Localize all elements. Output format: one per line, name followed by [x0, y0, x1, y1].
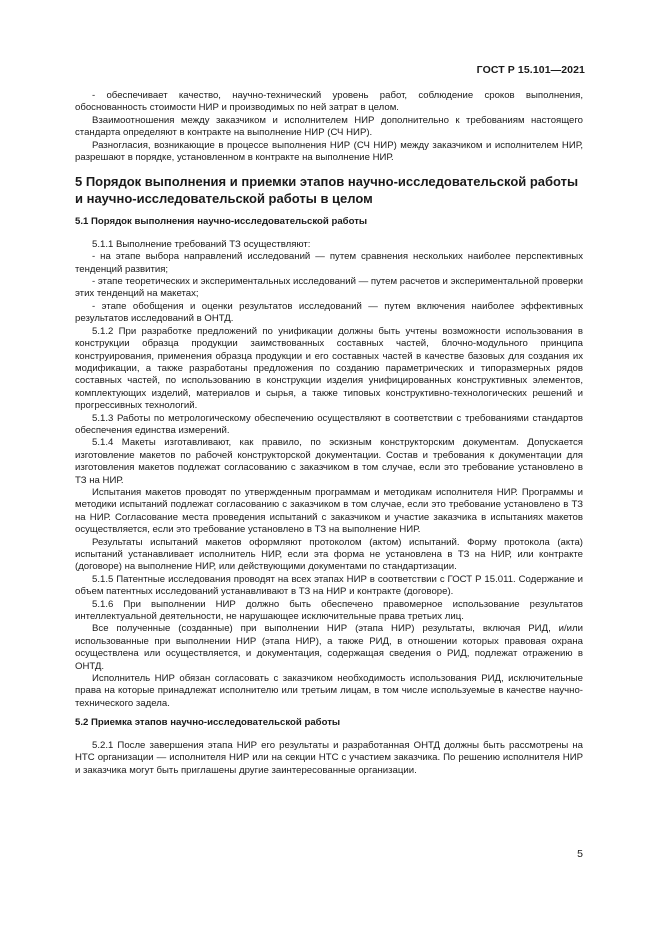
paragraph: 5.1.4 Макеты изготавливают, как правило, по эскизным конструкторским документам. Допускается изготовление макетов по рабочей конструкторской документации. Состав и требования к документации для изготовления макетов подлежат согласованию с заказчиком в том случае, если это требование установлено в ТЗ на НИР.: [75, 437, 583, 486]
paragraph: Исполнитель НИР обязан согласовать с заказчиком необходимость использования РИД, исключительные права на которые принадлежат исполнителю или третьим лицам, в том числе используемые в качестве научно-технического задела.: [75, 673, 583, 709]
list-item: - на этапе выбора направлений исследований — путем сравнения нескольких наиболее перспективных тенденций развития;: [75, 251, 583, 275]
paragraph: - обеспечивает качество, научно-технический уровень работ, соблюдение сроков выполнения, обоснованность стоимости НИР и производимых по ней затрат в целом.: [75, 90, 583, 114]
paragraph: 5.1.5 Патентные исследования проводят на всех этапах НИР в соответствии с ГОСТ Р 15.011. Содержание и объем патентных исследований устанавливают в ТЗ на НИР и контракте (договоре).: [75, 573, 583, 598]
document-header: ГОСТ Р 15.101—2021: [476, 64, 585, 76]
paragraph: 5.2.1 После завершения этапа НИР его результаты и разработанная ОНТД должны быть рассмотрены на НТС организации — исполнителя НИР или на секции НТС с участием заказчика. По решению исполнителя НИР и заказчика могут быть приглашены другие заинтересованные организации.: [75, 739, 583, 776]
paragraph: Испытания макетов проводят по утвержденным программам и методикам исполнителя НИР. Программы и методики испытаний подлежат согласованию с заказчиком в том случае, если это требование установлено в ТЗ на НИР. Согласование места проведения испытаний с заказчиком и участие заказчика в испытаниях макетов осуществляется, если это требование установлено в ТЗ на выполнение НИР.: [75, 486, 583, 536]
paragraph: Все полученные (созданные) при выполнении НИР (этапа НИР) результаты, включая РИД, и/или использованные при выполнении НИР (этапа НИР), а также РИД, в отношении которых правовая охрана осуществлена или осуществляется, и документация, содержащая сведения о РИД, подлежат отражению в ОНТД.: [75, 623, 583, 672]
paragraph: 5.1.2 При разработке предложений по унификации должны быть учтены возможности использования в конструкции образца продукции заимствованных составных частей, блочно-модульного принципа конструирования, применения образца продукции и его составных частей в качестве базовых для создания их модификации, а также разработаны предложения по созданию параметрических и типоразмерных рядов составных частей, по использованию в конструкции изделия унифицированных конструктивных элементов, комплектующих изделий, материалов и сырья, а также типовых конструктивно-технологических решений и прогрессивных технологий.: [75, 325, 583, 412]
document-body: [75, 90, 583, 777]
subsection-heading-5-2: 5.2 Приемка этапов научно-исследовательской работы: [75, 717, 341, 729]
list-item: - этапе обобщения и оценки результатов исследований — путем включения наиболее эффективных результатов исследований в ОНТД.: [75, 300, 583, 325]
paragraph: 5.1.6 При выполнении НИР должно быть обеспечено правомерное использование результатов интеллектуальной деятельности, не нарушающее исключительные права третьих лиц.: [75, 598, 583, 623]
paragraph: Результаты испытаний макетов оформляют протоколом (актом) испытаний. Форму протокола (акта) испытаний устанавливает исполнитель НИР, если эта форма не установлена в ТЗ на НИР, или контракте (договоре) на выполнение НИР, или действующими документами по стандартизации.: [75, 536, 583, 573]
paragraph: 5.1.3 Работы по метрологическому обеспечению осуществляют в соответствии с требованиями стандартов обеспечения единства измерений.: [75, 412, 583, 436]
subsection-heading-5-1: 5.1 Порядок выполнения научно-исследовательской работы: [75, 216, 368, 228]
paragraph: Взаимоотношения между заказчиком и исполнителем НИР дополнительно к требованиям настоящего стандарта определяют в контракте на выполнение НИР (СЧ НИР).: [75, 114, 583, 139]
list-item: - этапе теоретических и экспериментальных исследований — путем расчетов и экспериментальной проверки этих тенденций на макетах;: [75, 276, 583, 300]
paragraph: Разногласия, возникающие в процессе выполнения НИР (СЧ НИР) между заказчиком и исполнителем НИР, разрешают в порядке, установленном в контракте на выполнение НИР.: [75, 139, 583, 164]
paragraph: 5.1.1 Выполнение требований ТЗ осуществляют:: [92, 238, 311, 250]
section-heading-5: 5 Порядок выполнения и приемки этапов научно-исследовательской работы и научно-исследовательской работы в целом: [75, 174, 579, 206]
page-number: 5: [577, 848, 583, 860]
